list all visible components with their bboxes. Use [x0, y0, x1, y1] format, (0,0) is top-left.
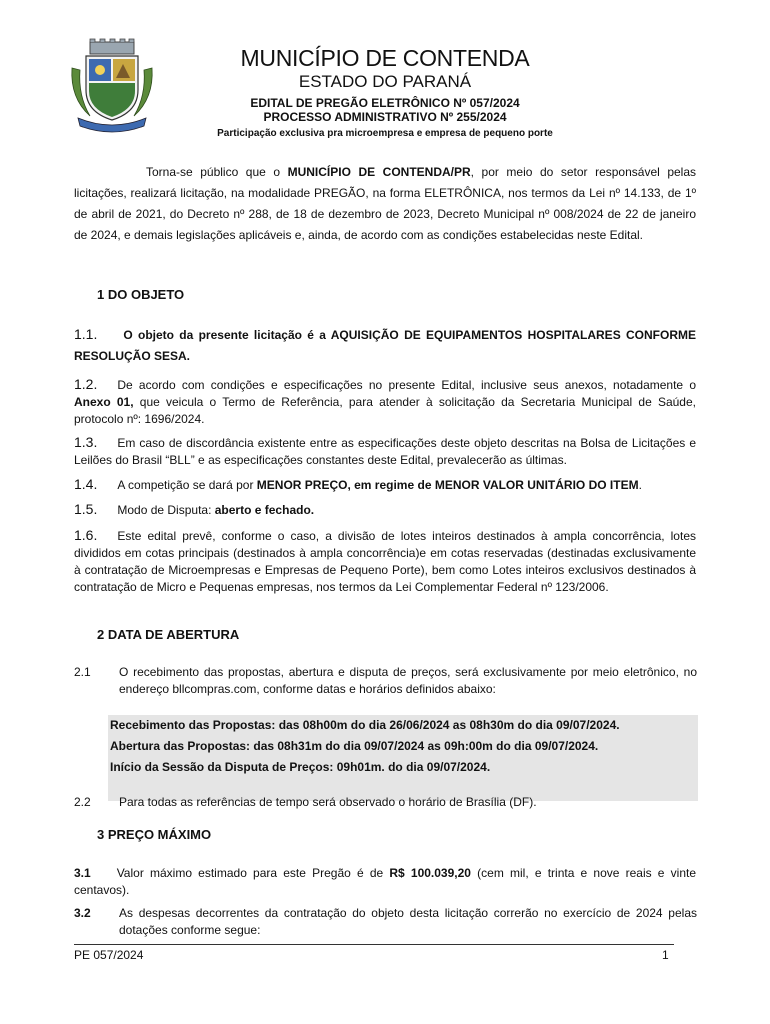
intro-paragraph: Torna-se público que o MUNICÍPIO DE CONTENDA/PR, por meio do setor responsável pelas licitações, realizará licitação, na modalidade PREGÃO, na forma ELETRÔNICA, nos termos da Lei nº 14.133, de 1º de abril de 2021, do Decreto nº 288, de 18 de dezembro de 2023, Decreto Municipal nº 008/2024 de 22 de janeiro de 2024, e demais legislações aplicáveis e, ainda, de acordo com as condições estabelecidas neste Edital. — [74, 165, 697, 242]
item-2-1-number: 2.1 — [74, 665, 91, 679]
item-1-4: 1.4. A competição se dará por MENOR PREÇO, em regime de MENOR VALOR UNITÁRIO DO ITEM. — [74, 476, 642, 492]
footer-divider — [74, 944, 674, 945]
dispute-session-start: Início da Sessão da Disputa de Preços: 09h01m. do dia 09/07/2024. — [110, 760, 491, 774]
section-2-heading: 2 DATA DE ABERTURA — [97, 627, 240, 642]
participation-note: Participação exclusiva pra microempresa e empresa de pequeno porte — [217, 128, 553, 139]
municipality-title: MUNICÍPIO DE CONTENDA — [240, 45, 530, 71]
processo-number: PROCESSO ADMINISTRATIVO Nº 255/2024 — [263, 110, 507, 124]
item-1-1: 1.1. O objeto da presente licitação é a AQUISIÇÃO DE EQUIPAMENTOS HOSPITALARES CONFORME RESOLUÇÃO SESA. — [74, 326, 696, 363]
dates-highlight-box — [108, 715, 698, 801]
proposal-opening-date: Abertura das Propostas: das 08h31m do dia 09/07/2024 as 09h:00m do dia 09/07/2024. — [110, 739, 599, 753]
item-3-1: 3.1 Valor máximo estimado para este Pregão é de R$ 100.039,20 (cem mil, e trinta e nove reais e vinte centavos). — [74, 866, 696, 897]
item-3-2-number: 3.2 — [74, 906, 91, 920]
item-2-2-text: Para todas as referências de tempo será observado o horário de Brasília (DF). — [119, 795, 537, 809]
municipal-crest-logo — [64, 38, 160, 134]
section-1-heading: 1 DO OBJETO — [97, 287, 185, 302]
page-number: 1 — [662, 948, 669, 962]
item-1-2: 1.2. De acordo com condições e especificações no presente Edital, inclusive seus anexos, notadamente o Anexo 01, que veicula o Termo de Referência, para atender à solicitação da Secretaria Municipal de Saúde, protocolo nº: 1696/2024. — [74, 376, 696, 426]
item-1-3: 1.3. Em caso de discordância existente entre as especificações deste objeto descritas na Bolsa de Licitações e Leilões do Brasil “BLL” e as especificações constantes deste Edital, prevalecerão as últimas. — [74, 434, 696, 467]
item-1-6: 1.6. Este edital prevê, conforme o caso, a divisão de lotes inteiros destinados à ampla concorrência, lotes divididos em cotas principais (destinados à ampla concorrência)e em cotas reservadas (destinadas exclusivamente à contratação de Microempresas e Empresas de Pequeno Porte), bem como Lotes inteiros exclusivos destinados à contratação de Micro e Pequenas empresas, nos termos da Lei Complementar Federal nº 123/2006. — [74, 527, 696, 594]
footer-document-code: PE 057/2024 — [74, 948, 144, 962]
item-1-5: 1.5. Modo de Disputa: aberto e fechado. — [74, 501, 315, 517]
item-2-2-number: 2.2 — [74, 795, 91, 809]
item-3-2-text: As despesas decorrentes da contratação do objeto desta licitação correrão no exercício de 2024 pelas dotações conforme segue: — [119, 906, 697, 937]
state-title: ESTADO DO PARANÁ — [298, 72, 472, 91]
section-3-heading: 3 PREÇO MÁXIMO — [97, 827, 212, 842]
edital-number: EDITAL DE PREGÃO ELETRÔNICO Nº 057/2024 — [250, 96, 520, 110]
item-2-1-text: O recebimento das propostas, abertura e disputa de preços, será exclusivamente por meio eletrônico, no endereço bllcompras.com, conforme datas e horários definidos abaixo: — [119, 665, 697, 696]
proposal-receipt-date: Recebimento das Propostas: das 08h00m do dia 26/06/2024 as 08h30m do dia 09/07/2024. — [110, 718, 620, 732]
